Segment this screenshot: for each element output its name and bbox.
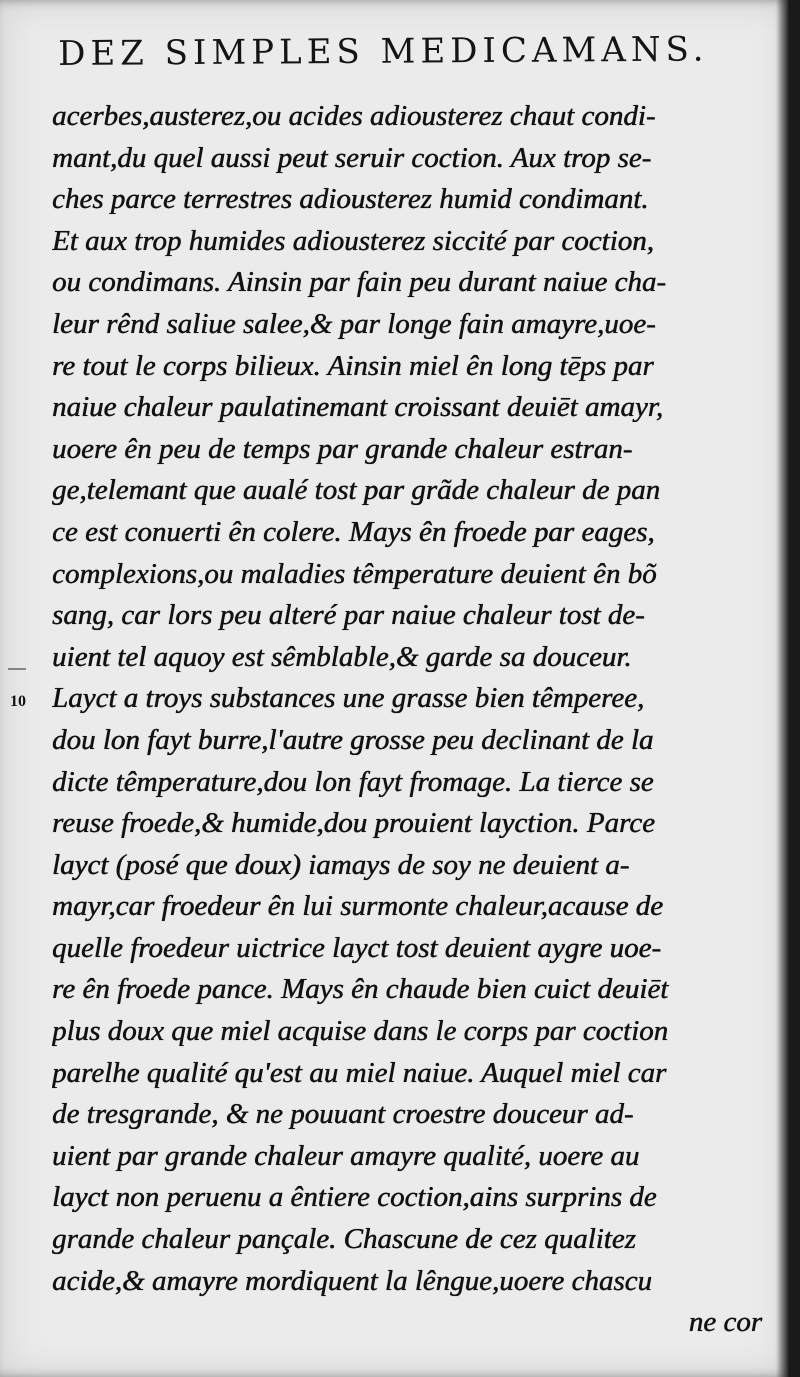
text-line: mayr,car froedeur ên lui surmonte chaleur,acause de [52,890,664,923]
text-line: Layct a troys substances une grasse bien têmperee, [52,682,645,715]
running-head: DEZ SIMPLES MEDICAMANS. [58,29,709,74]
text-line: parelhe qualité qu'est au miel naiue. Auquel miel car [52,1056,667,1089]
text-line: layct non peruenu a êntiere coction,ains surprins de [52,1181,657,1214]
text-line: uoere ên peu de temps par grande chaleur estran- [52,432,633,465]
text-line: ge,telemant que aualé tost par grãde chaleur de pan [52,474,661,507]
text-line: re tout le corps bilieux. Ainsin miel ên long tēps par [52,349,654,382]
text-line: plus doux que miel acquise dans le corps par coction [52,1015,669,1048]
text-line: dicte têmperature,dou lon fayt fromage. La tierce se [52,765,654,798]
text-line: grande chaleur pançale. Chascune de cez qualitez [52,1223,636,1256]
text-line: complexions,ou maladies têmperature deuient ên bõ [52,557,657,590]
text-line: reuse froede,& humide,dou prouient layction. Parce [52,807,655,840]
text-line: quelle froedeur uictrice layct tost deuient aygre uoe- [52,931,662,964]
text-line: de tresgrande, & ne pouuant croestre douceur ad- [52,1098,634,1131]
text-line: layct (posé que doux) iamays de soy ne deuient a- [52,848,630,881]
text-line: sang, car lors peu alteré par naiue chaleur tost de- [52,599,645,632]
margin-mark [8,668,26,670]
text-line: uient par grande chaleur amayre qualité, uoere au [52,1139,640,1172]
text-line: ou condimans. Ainsin par fain peu durant naiue cha- [52,266,667,299]
catchword: ne cor [688,1306,762,1339]
body-text [52,96,772,1344]
text-line: naiue chaleur paulatinemant croissant deuiēt amayr, [52,391,664,424]
spine-shadow [776,0,790,1377]
text-line: ches parce terrestres adiousterez humid condimant. [52,183,649,216]
text-line: leur rênd saliue salee,& par longe fain amayre,uoe- [52,307,656,340]
text-line: ce est conuerti ên colere. Mays ên froede par eages, [52,515,655,548]
margin-line-number: 10 [10,693,26,710]
text-line: mant,du quel aussi peut seruir coction. Aux trop se- [52,141,652,174]
text-line: acide,& amayre mordiquent la lêngue,uoere chascu [52,1264,652,1297]
text-line: dou lon fayt burre,l'autre grosse peu declinant de la [52,723,654,756]
text-line: uient tel aquoy est sêmblable,& garde sa douceur. [52,640,632,673]
text-line: Et aux trop humides adiousterez siccité par coction, [52,224,654,257]
text-line: re ên froede pance. Mays ên chaude bien cuict deuiēt [52,973,669,1006]
text-line: acerbes,austerez,ou acides adiousterez chaut condi- [52,100,656,132]
